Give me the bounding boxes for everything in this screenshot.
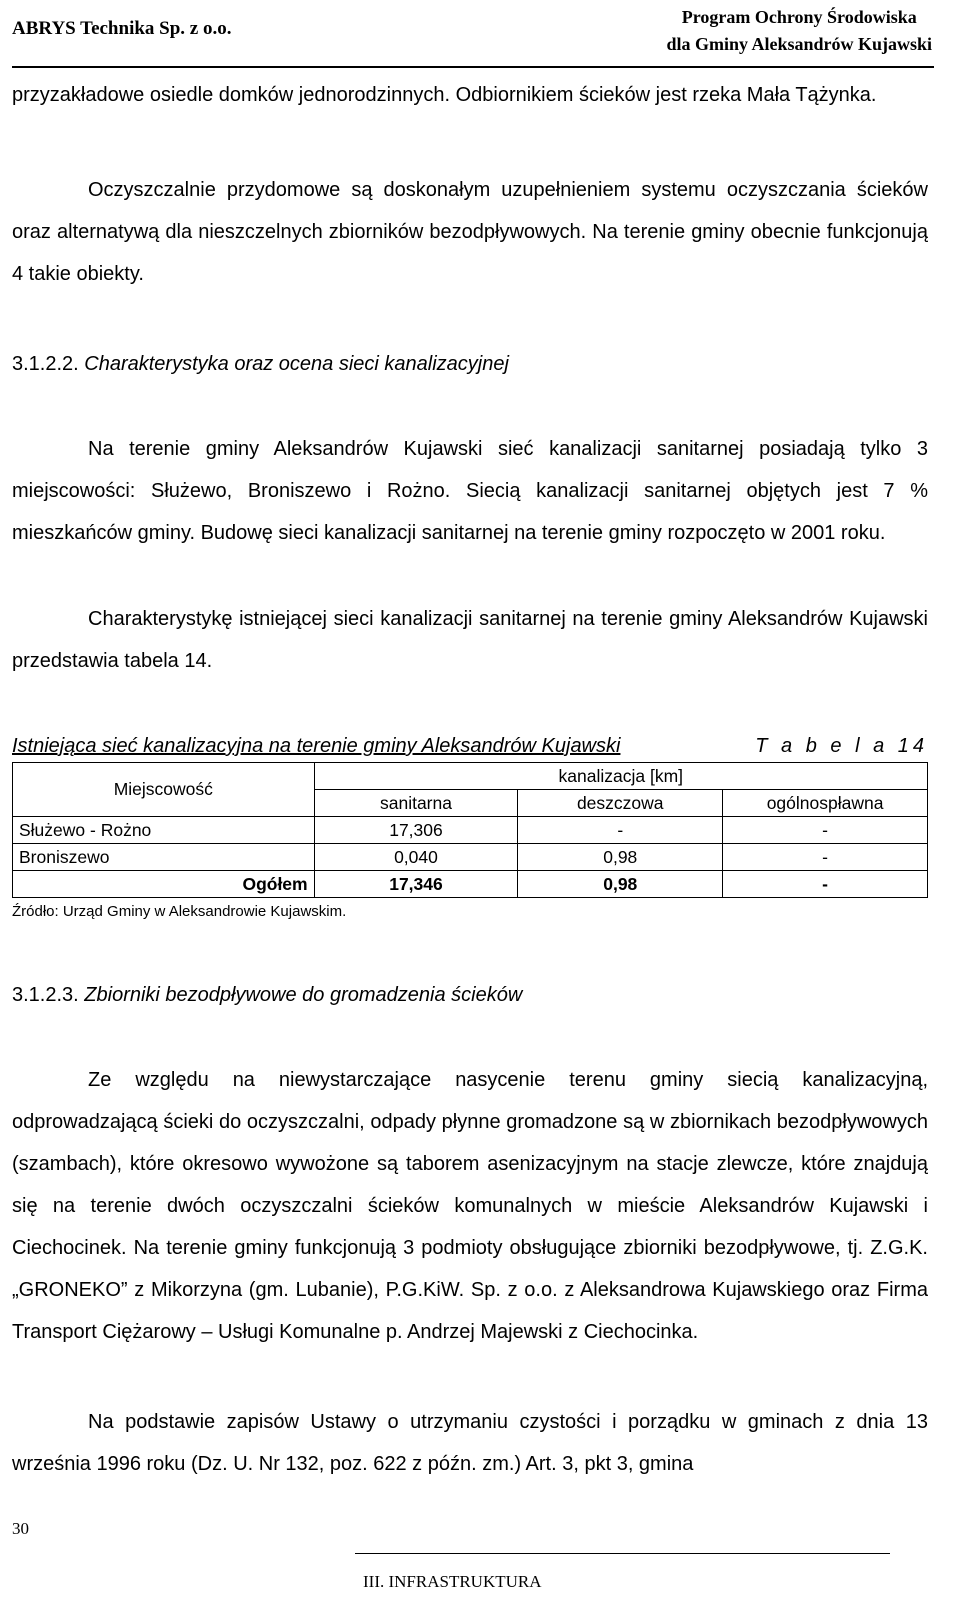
section-heading-3-1-2-2	[12, 351, 509, 377]
page-header	[0, 0, 960, 70]
paragraph-legal-basis: Na podstawie zapisów Ustawy o utrzymaniu czystości i porządku w gminach z dnia 13 września 1996 roku (Dz. U. Nr 132, poz. 622 z późn. zm.) Art. 3, pkt 3, gmina	[12, 1411, 928, 1475]
program-title-line1: Program Ochrony Środowiska	[681, 7, 917, 27]
cell-deszczowa: 0,98	[518, 844, 723, 871]
footer-divider	[355, 1553, 890, 1554]
header-sanitarna: sanitarna	[314, 790, 518, 817]
table-row	[13, 817, 928, 844]
footer-chapter: III. INFRASTRUKTURA	[363, 1572, 542, 1591]
cell-location: Broniszewo	[13, 844, 315, 871]
cell-deszczowa: -	[518, 817, 723, 844]
table-label: T a b e l a 14	[755, 735, 928, 757]
sewer-network-table	[12, 762, 928, 898]
paragraph-home-treatment-plants: Oczyszczalnie przydomowe są doskonałym uzupełnieniem systemu oczyszczania ścieków oraz alternatywą dla nieszczelnych zbiorników bezodpływowych. Na terenie gminy obecnie funkcjonują 4 takie obiekty.	[12, 179, 928, 285]
cell-total-ogolnosplawna: -	[723, 871, 928, 898]
table-caption-text: Istniejąca sieć kanalizacyjna na terenie gminy Aleksandrów Kujawski	[12, 735, 621, 757]
paragraph-septic-tanks: Ze względu na niewystarczające nasycenie terenu gminy siecią kanalizacyjną, odprowadzającą ścieki do oczyszczalni, odpady płynne gromadzone są w zbiornikach bezodpływowych (szambach), które okresowo wywożone są taborem asenizacyjnym na stacje zlewcze, które znajdują się na terenie dwóch oczyszczalni ścieków komunalnych w mieście Aleksandrów Kujawski i Ciechocinek. Na terenie gminy funkcjonują 3 podmioty obsługujące zbiorniki bezodpływowe, tj. Z.G.K. „GRONEKO” z Mikorzyna (gm. Lubanie), P.G.KiW. Sp. z o.o. z Aleksandrowa Kujawskiego oraz Firma Transport Ciężarowy – Usługi Komunalne p. Andrzej Majewski z Ciechocinka.	[12, 1069, 928, 1343]
section-title: Charakterystyka oraz ocena sieci kanalizacyjnej	[84, 353, 509, 375]
header-sewer-group: kanalizacja [km]	[314, 763, 927, 790]
cell-sanitarna: 0,040	[314, 844, 518, 871]
table-source: Źródło: Urząd Gminy w Aleksandrowie Kujawskim.	[12, 903, 347, 920]
table-caption	[12, 735, 928, 761]
table-header-row	[13, 763, 928, 790]
section-number: 3.1.2.3.	[12, 984, 79, 1006]
section-number: 3.1.2.2.	[12, 353, 79, 375]
header-divider	[12, 66, 934, 68]
table-total-row	[13, 871, 928, 898]
paragraph-sewer-network: Na terenie gminy Aleksandrów Kujawski sieć kanalizacji sanitarnej posiadają tylko 3 miejscowości: Służewo, Broniszewo i Rożno. Siecią kanalizacji sanitarnej objętych jest 7 % mieszkańców gminy. Budowę sieci kanalizacji sanitarnej na terenie gminy rozpoczęto w 2001 roku.	[12, 438, 928, 544]
section-heading-3-1-2-3	[12, 982, 522, 1008]
header-location: Miejscowość	[13, 763, 315, 817]
cell-ogolnosplawna: -	[723, 844, 928, 871]
cell-total-sanitarna: 17,346	[314, 871, 518, 898]
paragraph-table-reference: Charakterystykę istniejącej sieci kanalizacji sanitarnej na terenie gminy Aleksandrów Kujawski przedstawia tabela 14.	[12, 608, 928, 672]
cell-ogolnosplawna: -	[723, 817, 928, 844]
paragraph-wastewater-receiver: przyzakładowe osiedle domków jednorodzinnych. Odbiornikiem ścieków jest rzeka Mała Tążynka.	[12, 84, 877, 106]
table-row	[13, 844, 928, 871]
cell-location: Służewo - Rożno	[13, 817, 315, 844]
section-title: Zbiorniki bezodpływowe do gromadzenia ścieków	[84, 984, 523, 1006]
page-number: 30	[12, 1519, 29, 1538]
cell-sanitarna: 17,306	[314, 817, 518, 844]
header-deszczowa: deszczowa	[518, 790, 723, 817]
program-title-line2: dla Gminy Aleksandrów Kujawski	[666, 34, 932, 54]
header-ogolnosplawna: ogólnospławna	[723, 790, 928, 817]
cell-total-label: Ogółem	[13, 871, 315, 898]
company-name: ABRYS Technika Sp. z o.o.	[12, 18, 232, 39]
program-title	[666, 4, 932, 58]
cell-total-deszczowa: 0,98	[518, 871, 723, 898]
